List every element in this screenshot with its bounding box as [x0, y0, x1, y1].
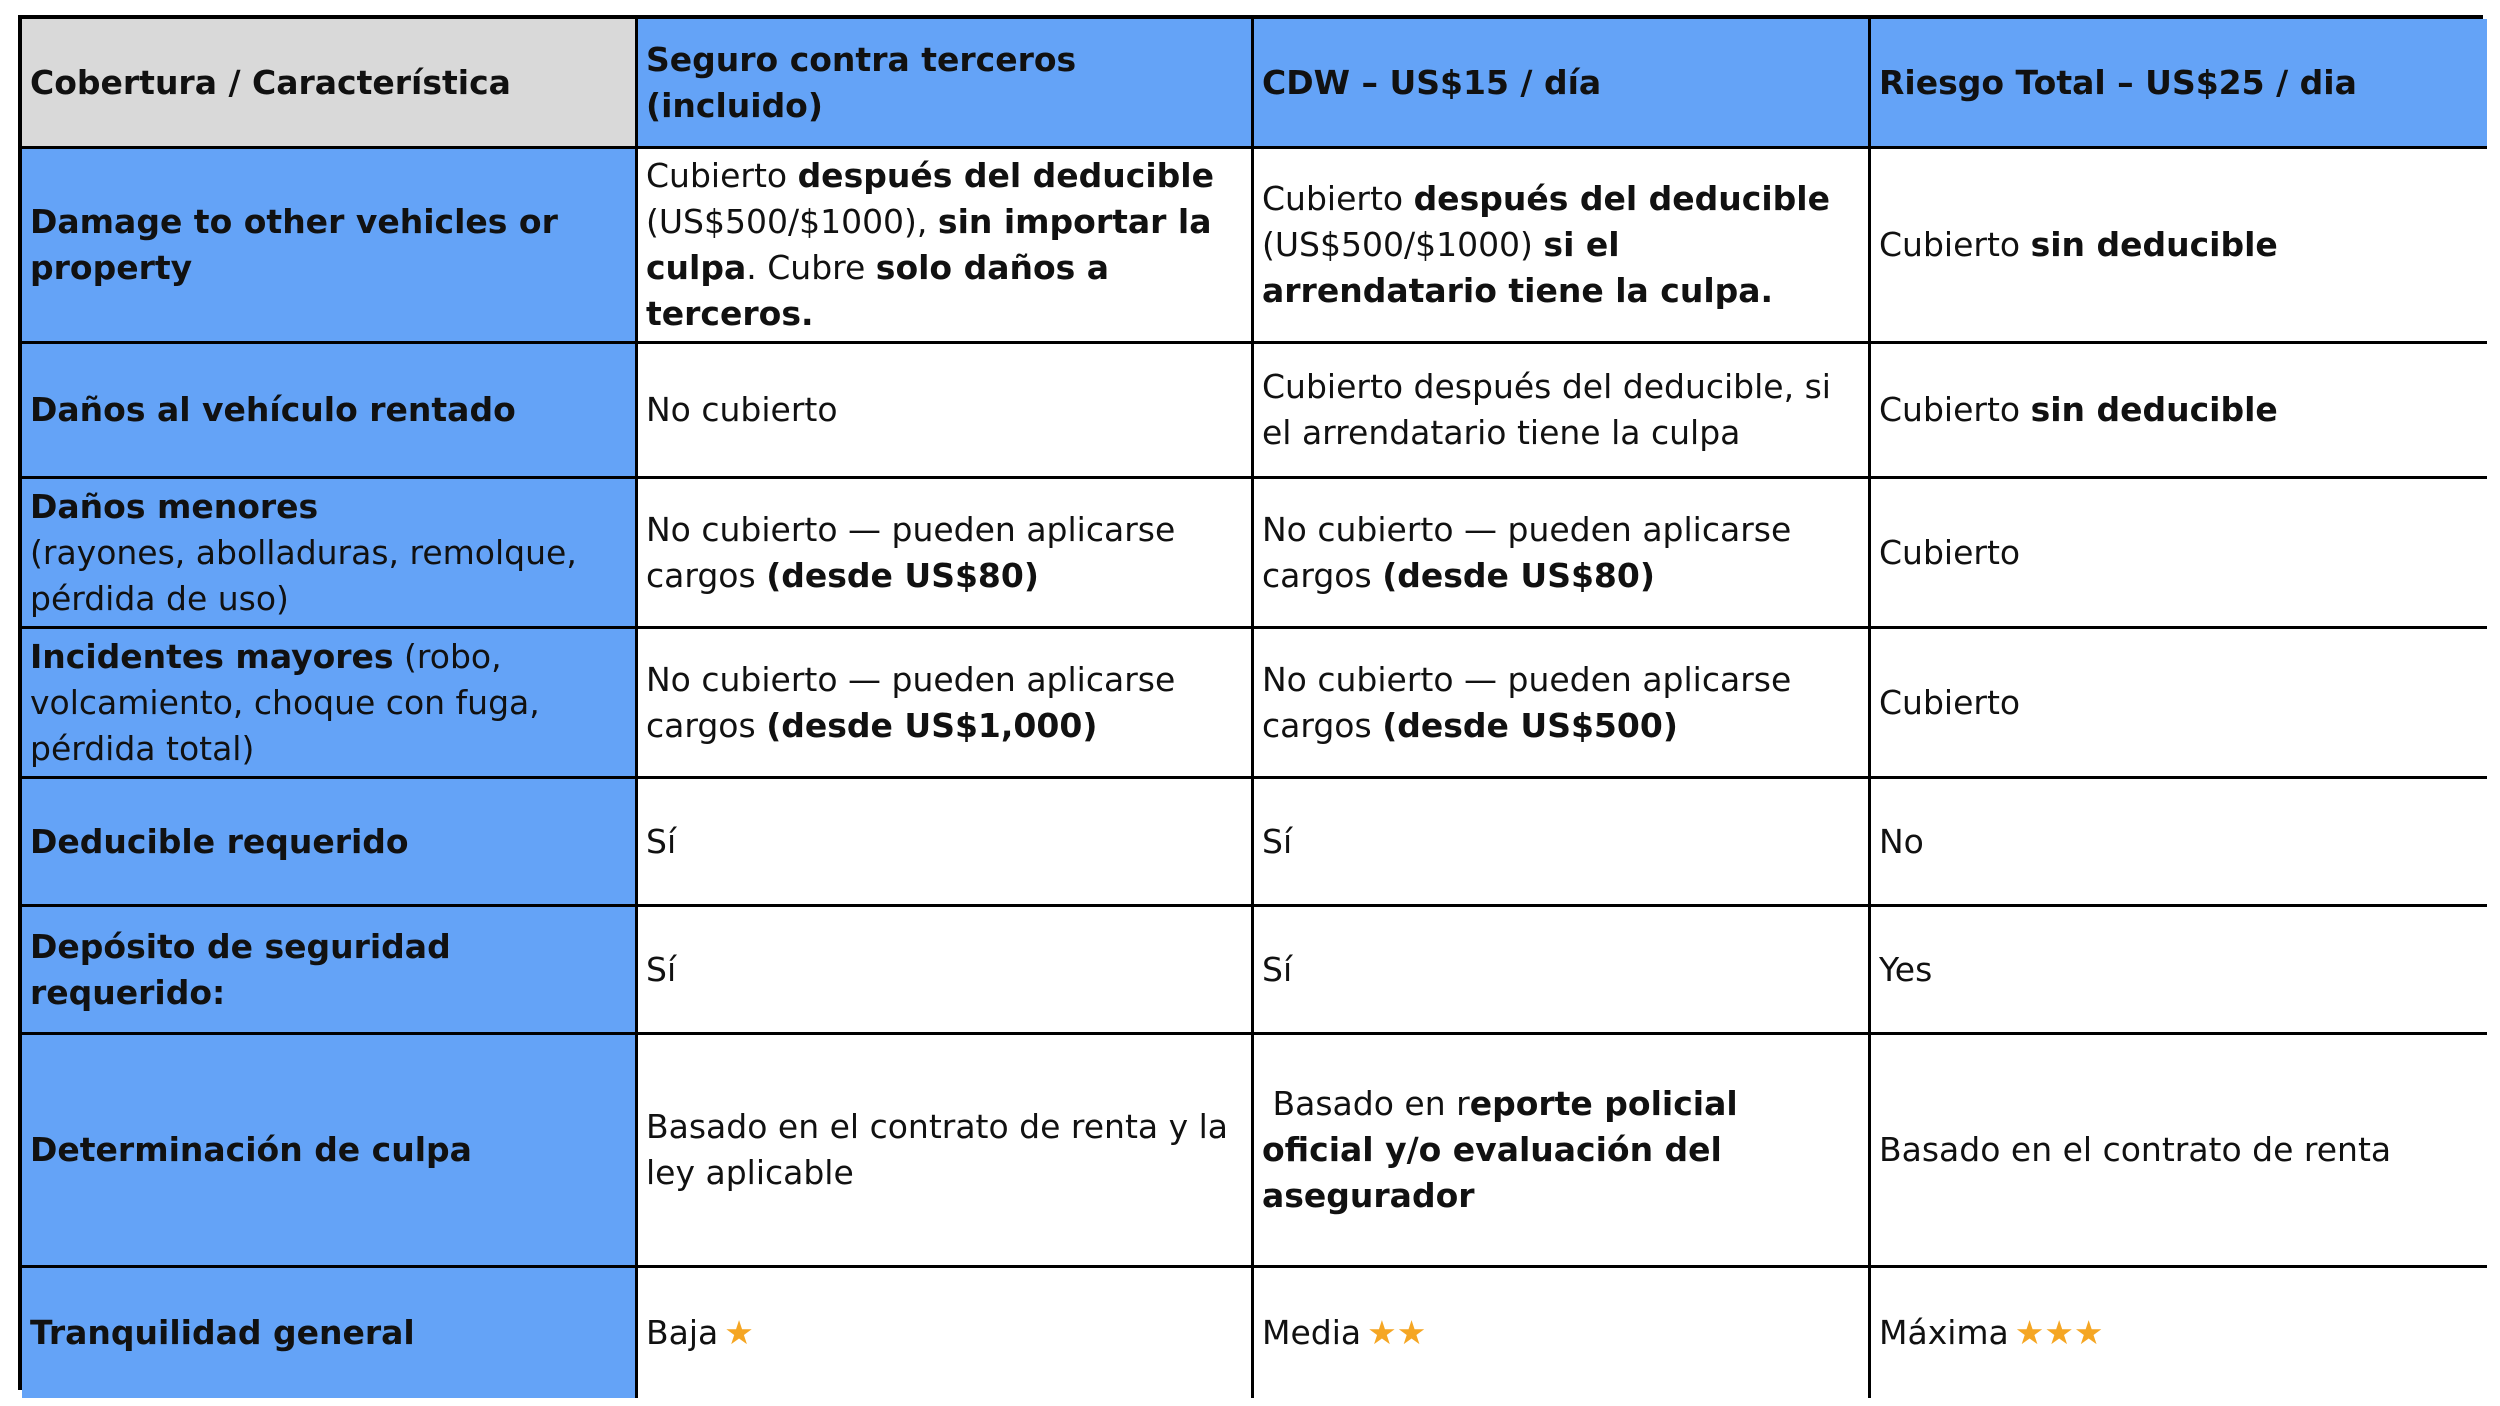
cell-total-risk-major-incidents [1871, 629, 2487, 779]
row-label-rented-vehicle [22, 344, 638, 479]
row-label-peace-of-mind [22, 1268, 638, 1398]
cell-text: Sí [1262, 949, 1293, 989]
cell-third-party-rented-vehicle [638, 344, 1254, 479]
row-label: Depósito de seguridad requerido: [30, 926, 451, 1012]
cell-cdw-fault-determination [1254, 1035, 1871, 1268]
cell-text: Yes [1879, 949, 1933, 989]
cell-text: Cubierto sin deducible [1879, 225, 2278, 264]
cell-total-risk-rented-vehicle [1871, 344, 2487, 479]
row-label: Damage to other vehicles or property [30, 202, 558, 287]
cell-text: Basado en reporte policial oficial y/o evaluación del asegurador [1262, 1084, 1750, 1215]
cell-text: No [1879, 821, 1924, 861]
cell-cdw-peace-of-mind [1254, 1268, 1871, 1398]
star-icon: ★ [724, 1313, 754, 1352]
header-coverage-feature [22, 19, 638, 149]
cell-third-party-minor-damage [638, 479, 1254, 629]
header-third-party [638, 19, 1254, 149]
row-label: Tranquilidad general [30, 1313, 415, 1352]
row-label: Daños menores (rayones, abolladuras, remolque, pérdida de uso) [30, 486, 577, 618]
cell-cdw-deductible [1254, 779, 1871, 907]
cell-text: Sí [1262, 821, 1293, 861]
row-label-minor-damage [22, 479, 638, 629]
cell-cdw-rented-vehicle [1254, 344, 1871, 479]
header-label: Seguro contra terceros (incluido) [646, 39, 1077, 125]
cell-text: No cubierto [646, 390, 838, 429]
row-label-damage-others [22, 149, 638, 344]
cell-text: Basado en el contrato de renta y la ley aplicable [646, 1107, 1229, 1192]
row-label: Determinación de culpa [30, 1130, 472, 1169]
cell-text: Sí [646, 949, 677, 989]
cell-total-risk-fault-determination [1871, 1035, 2487, 1268]
cell-text: Cubierto después del deducible, si el arrendatario tiene la culpa [1262, 367, 1831, 452]
header-cdw [1254, 19, 1871, 149]
cell-total-risk-damage-others [1871, 149, 2487, 344]
cell-text: Cubierto después del deducible (US$500/$1000) si el arrendatario tiene la culpa. [1262, 179, 1830, 310]
cell-total-risk-minor-damage [1871, 479, 2487, 629]
cell-total-risk-peace-of-mind [1871, 1268, 2487, 1398]
cell-text: Sí [646, 821, 677, 861]
header-label: Riesgo Total – US$25 / dia [1879, 62, 2357, 102]
cell-cdw-damage-others [1254, 149, 1871, 344]
cell-text: Máxima ★★★ [1879, 1313, 2104, 1352]
cell-total-risk-security-deposit [1871, 907, 2487, 1035]
star-icon: ★★★ [2014, 1313, 2104, 1352]
cell-third-party-major-incidents [638, 629, 1254, 779]
cell-text: Basado en el contrato de renta [1879, 1130, 2392, 1169]
row-label-deductible [22, 779, 638, 907]
header-total-risk [1871, 19, 2487, 149]
row-label-major-incidents [22, 629, 638, 779]
header-label: Cobertura / Característica [30, 62, 511, 102]
cell-third-party-peace-of-mind [638, 1268, 1254, 1398]
cell-cdw-minor-damage [1254, 479, 1871, 629]
row-label: Deducible requerido [30, 821, 409, 861]
cell-cdw-major-incidents [1254, 629, 1871, 779]
cell-third-party-deductible [638, 779, 1254, 907]
row-label: Incidentes mayores (robo, volcamiento, choque con fuga, pérdida total) [30, 636, 540, 768]
star-icon: ★★ [1367, 1313, 1427, 1352]
coverage-comparison-table [18, 15, 2483, 1390]
cell-text: Cubierto después del deducible (US$500/$1000), sin importar la culpa. Cubre solo daños a terceros. [646, 156, 1214, 333]
cell-cdw-security-deposit [1254, 907, 1871, 1035]
row-label: Daños al vehículo rentado [30, 390, 516, 429]
row-label-security-deposit [22, 907, 638, 1035]
cell-text: No cubierto — pueden aplicarse cargos (desde US$80) [1262, 509, 1792, 595]
cell-third-party-security-deposit [638, 907, 1254, 1035]
cell-text: Cubierto [1879, 532, 2021, 572]
cell-text: No cubierto — pueden aplicarse cargos (desde US$1,000) [646, 659, 1176, 745]
cell-text: Baja ★ [646, 1313, 754, 1352]
cell-total-risk-deductible [1871, 779, 2487, 907]
cell-third-party-fault-determination [638, 1035, 1254, 1268]
cell-third-party-damage-others [638, 149, 1254, 344]
cell-text: No cubierto — pueden aplicarse cargos (desde US$80) [646, 509, 1176, 595]
cell-text: Media ★★ [1262, 1313, 1427, 1352]
cell-text: No cubierto — pueden aplicarse cargos (desde US$500) [1262, 659, 1792, 745]
row-label-fault-determination [22, 1035, 638, 1268]
cell-text: Cubierto sin deducible [1879, 390, 2278, 429]
cell-text: Cubierto [1879, 682, 2021, 722]
header-label: CDW – US$15 / día [1262, 62, 1602, 102]
